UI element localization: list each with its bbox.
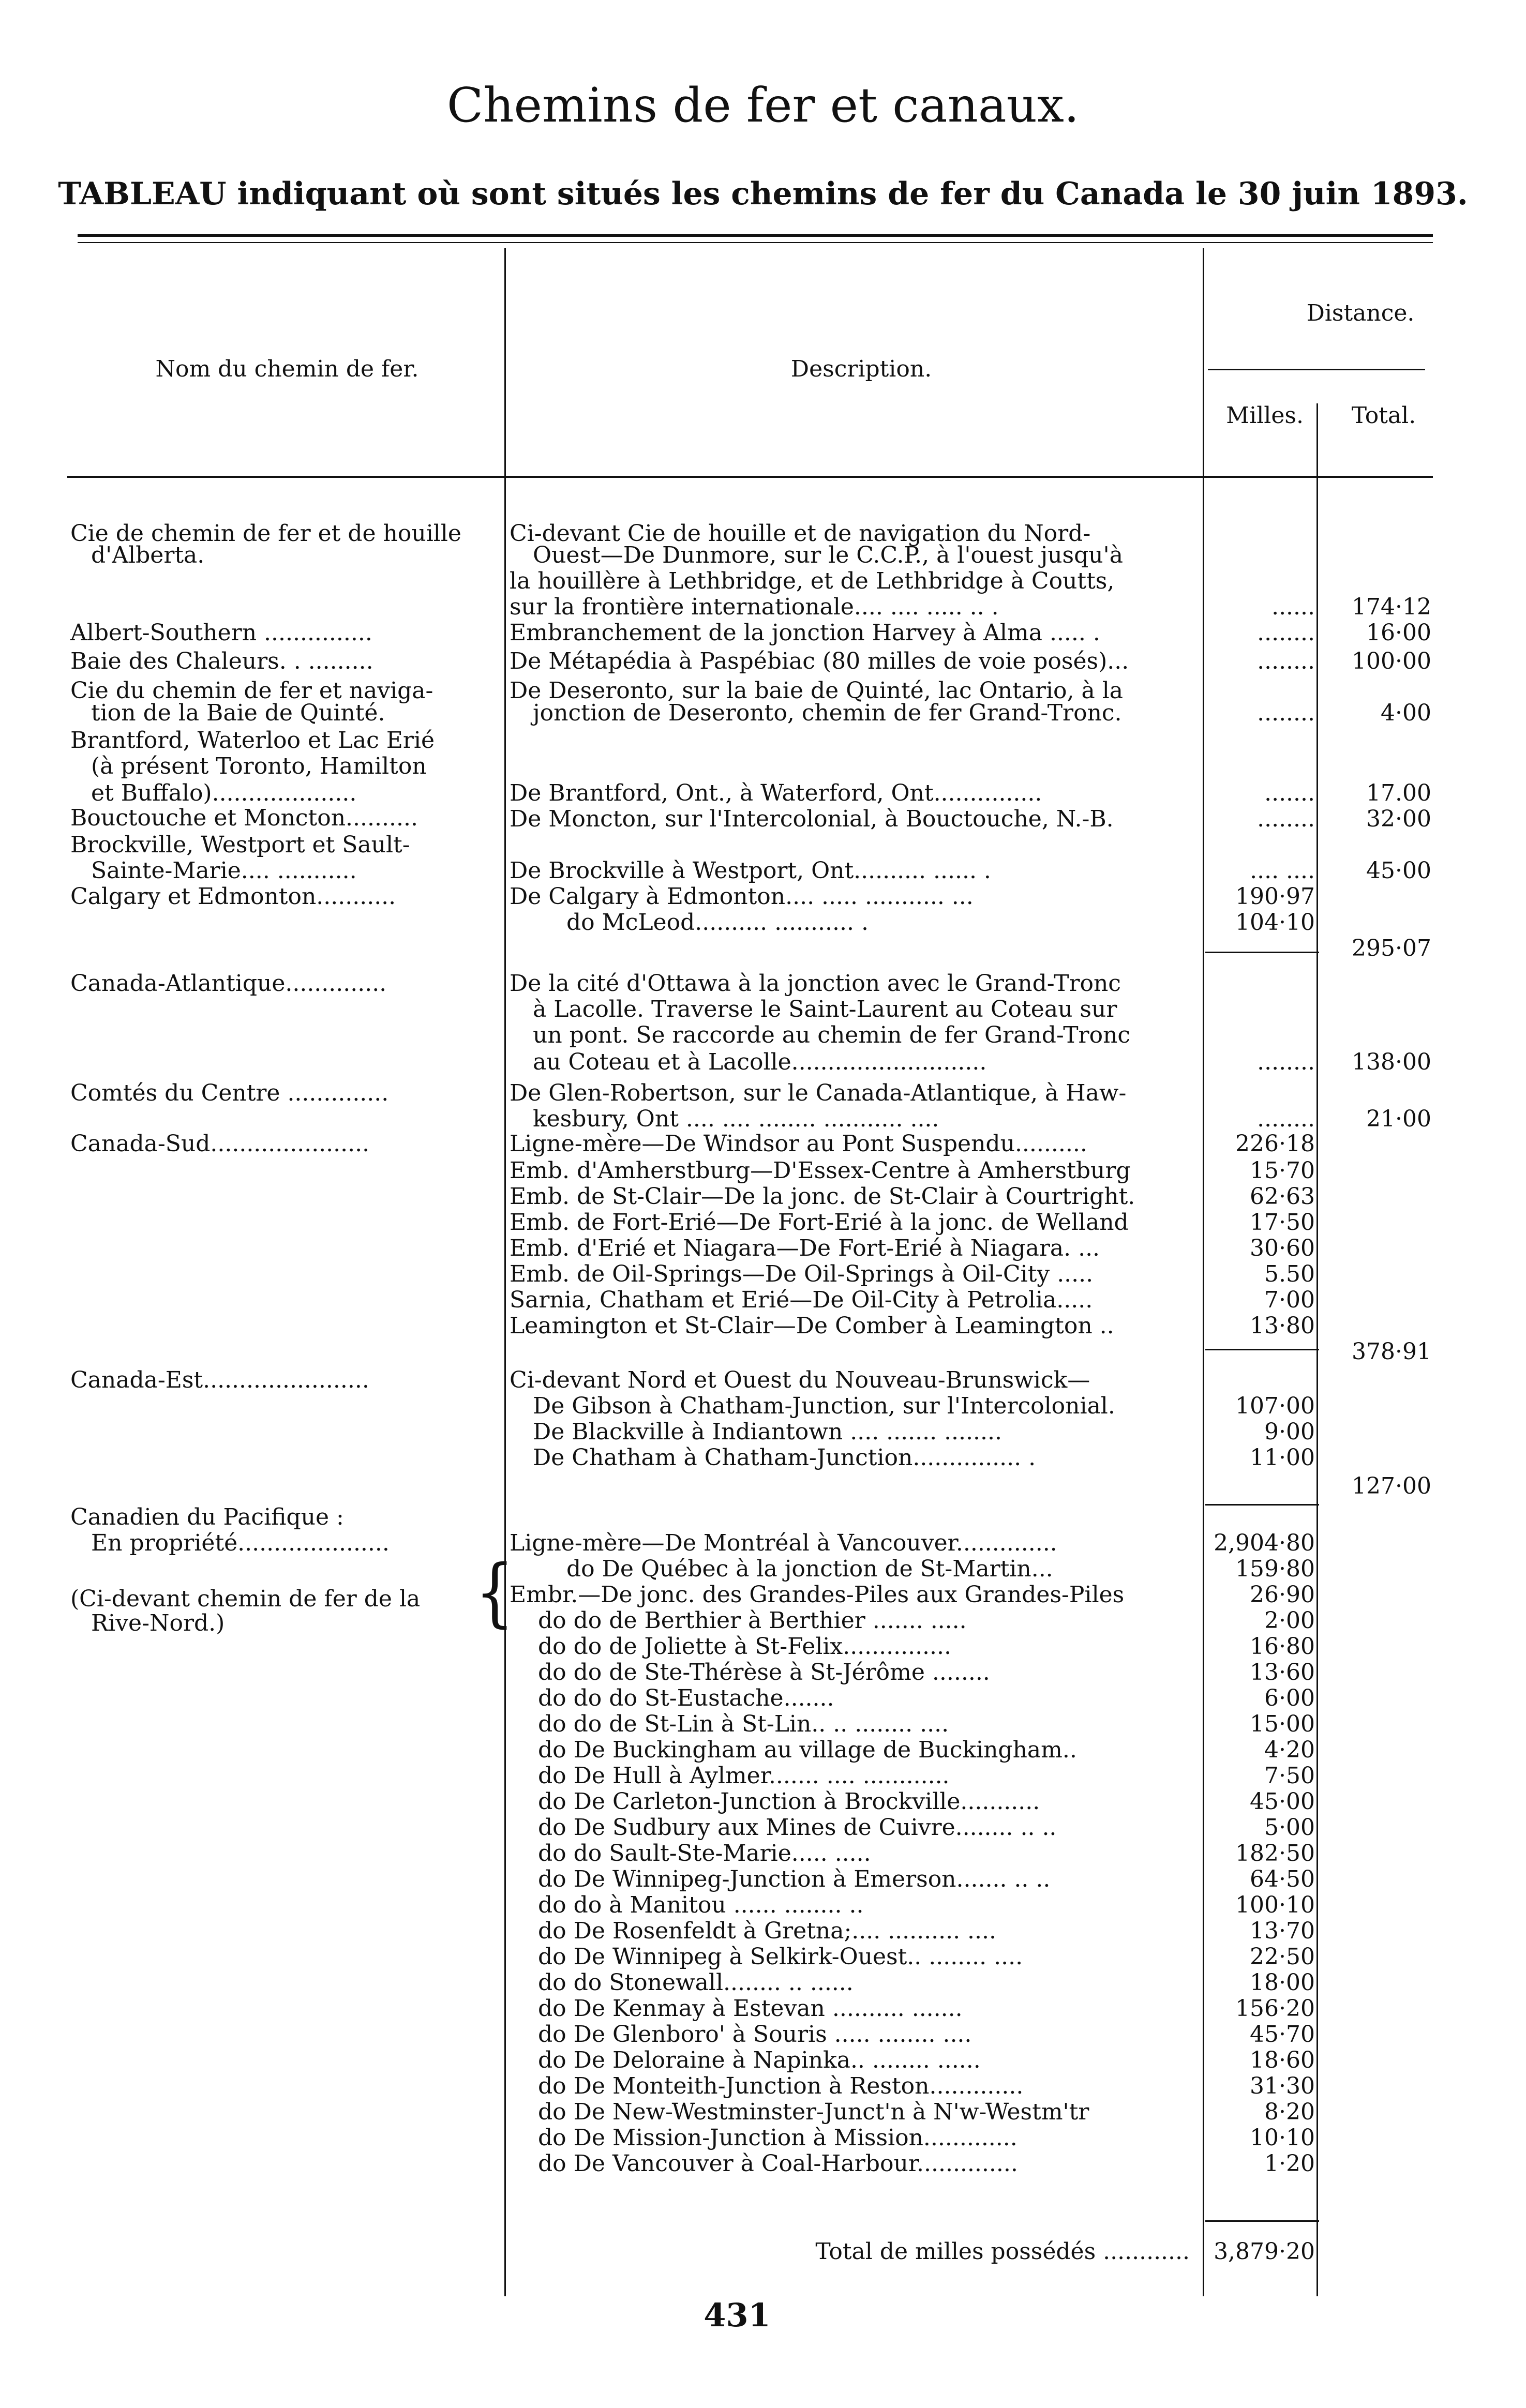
distance-milles: 190·97 xyxy=(1235,883,1315,910)
railway-description: do De Glenboro' à Souris ..... ........ .... xyxy=(538,2021,972,2048)
distance-milles: ........ xyxy=(1257,620,1315,646)
distance-milles: ........ xyxy=(1257,1106,1315,1132)
railway-name: Comtés du Centre .............. xyxy=(70,1080,389,1106)
railway-description: Emb. de St-Clair—De la jonc. de St-Clair à Courtright. xyxy=(510,1183,1135,1210)
railway-name: et Buffalo).................... xyxy=(91,780,357,806)
railway-name: Brantford, Waterloo et Lac Erié xyxy=(70,727,435,754)
railway-description: Ci-devant Cie de houille et de navigation du Nord- xyxy=(510,520,1091,547)
distance-milles: 45·00 xyxy=(1250,1788,1315,1815)
railway-description: do De Québec à la jonction de St-Martin... xyxy=(566,1556,1053,1582)
distance-milles: 2·00 xyxy=(1264,1607,1315,1634)
railway-description: jonction de Deseronto, chemin de fer Grand-Tronc. xyxy=(533,700,1122,726)
distance-total: 32·00 xyxy=(1366,806,1431,832)
distance-milles: 5·00 xyxy=(1264,1814,1315,1841)
railway-description: Embr.—De jonc. des Grandes-Piles aux Grandes-Piles xyxy=(510,1582,1125,1608)
subtotal-rule xyxy=(1205,2220,1319,2222)
railway-name: Cie de chemin de fer et de houille xyxy=(70,520,461,547)
distance-total: 174·12 xyxy=(1352,594,1431,620)
railway-description: un pont. Se raccorde au chemin de fer Grand-Tronc xyxy=(533,1022,1131,1048)
top-rule xyxy=(78,234,1433,237)
distance-total: 21·00 xyxy=(1366,1106,1431,1132)
railway-name: Bouctouche et Moncton.......... xyxy=(70,805,418,831)
railway-description: De Glen-Robertson, sur le Canada-Atlantique, à Haw- xyxy=(510,1080,1127,1106)
distance-milles: ........ xyxy=(1257,1049,1315,1075)
railway-description: sur la frontière internationale.... .... ..... .. . xyxy=(510,594,999,620)
railway-description: De Blackville à Indiantown .... ....... ........ xyxy=(533,1419,1002,1445)
railway-description: kesbury, Ont .... .... ........ ........... .... xyxy=(533,1106,939,1132)
railway-description: do do de St-Lin à St-Lin.. .. ........ .... xyxy=(538,1711,949,1737)
railway-description: De Chatham à Chatham-Junction............... . xyxy=(533,1444,1036,1471)
distance-milles: 10·10 xyxy=(1250,2125,1315,2151)
railway-description: do De Mission-Junction à Mission............. xyxy=(538,2125,1018,2151)
railway-name: Canada-Atlantique.............. xyxy=(70,970,387,997)
distance-milles: 2,904·80 xyxy=(1214,1530,1315,1556)
distance-milles: ........ xyxy=(1257,806,1315,832)
distance-milles: 62·63 xyxy=(1250,1183,1315,1210)
railway-name: Calgary et Edmonton........... xyxy=(70,883,396,910)
distance-total: 100·00 xyxy=(1352,648,1431,674)
distance-milles: 182·50 xyxy=(1235,1840,1315,1867)
railway-name: Rive-Nord.) xyxy=(91,1610,225,1636)
distance-milles: 45·70 xyxy=(1250,2021,1315,2048)
distance-milles: 30·60 xyxy=(1250,1235,1315,1261)
railway-description: au Coteau et à Lacolle........................... xyxy=(533,1049,987,1075)
distance-total: 4·00 xyxy=(1381,700,1431,726)
railway-description: do De Winnipeg à Selkirk-Ouest.. ........ .... xyxy=(538,1944,1023,1970)
railway-description: De Deseronto, sur la baie de Quinté, lac Ontario, à la xyxy=(510,678,1124,704)
railway-description: do De Buckingham au village de Buckingham.. xyxy=(538,1737,1077,1763)
distance-milles: 8·20 xyxy=(1264,2099,1315,2125)
railway-name: tion de la Baie de Quinté. xyxy=(91,700,385,726)
railway-description: do De Kenmay à Estevan .......... ....... xyxy=(538,1995,963,2022)
railway-description: Ligne-mère—De Montréal à Vancouver.............. xyxy=(510,1530,1057,1556)
distance-milles: 5.50 xyxy=(1264,1261,1315,1287)
railway-description: De Brockville à Westport, Ont.......... ...... . xyxy=(510,857,991,884)
railway-description: do De Monteith-Junction à Reston............. xyxy=(538,2073,1024,2099)
railway-description: do do de Berthier à Berthier ....... ..... xyxy=(538,1607,967,1634)
railway-name: Canada-Sud...................... xyxy=(70,1131,370,1157)
distance-milles: 64·50 xyxy=(1250,1866,1315,1892)
distance-total: 127·00 xyxy=(1352,1473,1431,1499)
distance-milles: 226·18 xyxy=(1235,1131,1315,1157)
distance-milles: 13·70 xyxy=(1250,1918,1315,1944)
distance-total: 378·91 xyxy=(1352,1338,1431,1365)
table-subtitle: TABLEAU indiquant où sont situés les chemins de fer du Canada le 30 juin 1893. xyxy=(58,176,1468,212)
page-heading: Chemins de fer et canaux. xyxy=(446,78,1080,133)
header-milles: Milles. xyxy=(1226,402,1304,429)
distance-milles: 1·20 xyxy=(1264,2150,1315,2177)
distance-milles: 3,879·20 xyxy=(1214,2238,1315,2265)
page-number: 431 xyxy=(704,2296,771,2334)
distance-milles: 18·00 xyxy=(1250,1969,1315,1996)
railway-description: De Gibson à Chatham-Junction, sur l'Intercolonial. xyxy=(533,1393,1115,1419)
railway-description: do De Deloraine à Napinka.. ........ ...... xyxy=(538,2047,981,2073)
railway-name: Cie du chemin de fer et naviga- xyxy=(70,678,433,704)
railway-description: do McLeod.......... ........... . xyxy=(566,909,869,936)
railway-name: (à présent Toronto, Hamilton xyxy=(91,753,427,779)
distance-milles: 11·00 xyxy=(1250,1444,1315,1471)
railway-description: do De Carleton-Junction à Brockville........... xyxy=(538,1788,1040,1815)
distance-milles: 26·90 xyxy=(1250,1582,1315,1608)
railway-description: do do Sault-Ste-Marie..... ..... xyxy=(538,1840,871,1867)
distance-milles: 16·80 xyxy=(1250,1633,1315,1660)
subtotal-rule xyxy=(1205,1349,1319,1350)
railway-description: do De Winnipeg-Junction à Emerson....... .. .. xyxy=(538,1866,1051,1892)
distance-milles: 4·20 xyxy=(1264,1737,1315,1763)
railway-description: do do à Manitou ...... ........ .. xyxy=(538,1892,864,1918)
railway-description: do De New-Westminster-Junct'n à N'w-Westm'tr xyxy=(538,2099,1089,2125)
distance-milles: 13·60 xyxy=(1250,1659,1315,1685)
railway-description: Emb. d'Erié et Niagara—De Fort-Erié à Niagara. ... xyxy=(510,1235,1100,1261)
distance-milles: ........ xyxy=(1257,648,1315,674)
railway-description: Emb. de Fort-Erié—De Fort-Erié à la jonc. de Welland xyxy=(510,1209,1129,1236)
header-name: Nom du chemin de fer. xyxy=(155,356,419,382)
railway-description: Ligne-mère—De Windsor au Pont Suspendu.......... xyxy=(510,1131,1087,1157)
railway-name: (Ci-devant chemin de fer de la xyxy=(70,1586,421,1612)
railway-description: De Moncton, sur l'Intercolonial, à Bouctouche, N.-B. xyxy=(510,806,1114,832)
distance-milles: 7·50 xyxy=(1264,1763,1315,1789)
railway-name: d'Alberta. xyxy=(91,542,205,568)
railway-name: En propriété..................... xyxy=(91,1530,390,1556)
distance-milles: 104·10 xyxy=(1235,909,1315,936)
distance-milles: 6·00 xyxy=(1264,1685,1315,1711)
top-rule-thin xyxy=(78,242,1433,243)
railway-description: Leamington et St-Clair—De Comber à Leamington .. xyxy=(510,1313,1114,1339)
distance-milles: 107·00 xyxy=(1235,1393,1315,1419)
header-total: Total. xyxy=(1351,402,1416,429)
railway-description: do do do St-Eustache....... xyxy=(538,1685,834,1711)
distance-milles: 9·00 xyxy=(1264,1419,1315,1445)
column-divider-1 xyxy=(504,248,506,2296)
railway-name: Canada-Est....................... xyxy=(70,1367,369,1393)
railway-description: De Calgary à Edmonton.... ..... ........... ... xyxy=(510,883,974,910)
distance-rule xyxy=(1208,369,1425,370)
distance-milles: 159·80 xyxy=(1235,1556,1315,1582)
railway-description: Sarnia, Chatham et Erié—De Oil-City à Petrolia..... xyxy=(510,1287,1093,1313)
subtotal-rule xyxy=(1205,952,1319,953)
railway-description: do De Rosenfeldt à Gretna;.... .......... .... xyxy=(538,1918,996,1944)
distance-milles: 17·50 xyxy=(1250,1209,1315,1236)
railway-name: Albert-Southern ............... xyxy=(70,620,372,646)
distance-milles: .... .... xyxy=(1250,857,1315,884)
railway-description: do De Hull à Aylmer....... .... ............ xyxy=(538,1763,950,1789)
total-label: Total de milles possédés ............ xyxy=(815,2238,1190,2265)
distance-milles: 18·60 xyxy=(1250,2047,1315,2073)
distance-milles: 15·70 xyxy=(1250,1157,1315,1184)
distance-milles: 15·00 xyxy=(1250,1711,1315,1737)
subtotal-rule xyxy=(1205,1504,1319,1506)
distance-total: 16·00 xyxy=(1366,620,1431,646)
railway-description: De Métapédia à Paspébiac (80 milles de voie posés)... xyxy=(510,648,1129,674)
railway-description: De la cité d'Ottawa à la jonction avec le Grand-Tronc xyxy=(510,970,1121,997)
distance-milles: ........ xyxy=(1257,700,1315,726)
railway-description: Emb. de Oil-Springs—De Oil-Springs à Oil-City ..... xyxy=(510,1261,1094,1287)
header-distance: Distance. xyxy=(1306,300,1415,326)
railway-description: Emb. d'Amherstburg—D'Essex-Centre à Amherstburg xyxy=(510,1157,1131,1184)
railway-description: do do de Ste-Thérèse à St-Jérôme ........ xyxy=(538,1659,990,1685)
railway-description: do De Vancouver à Coal-Harbour.............. xyxy=(538,2150,1018,2177)
distance-milles: 13·80 xyxy=(1250,1313,1315,1339)
header-description: Description. xyxy=(790,356,932,382)
railway-description: Ci-devant Nord et Ouest du Nouveau-Brunswick— xyxy=(510,1367,1090,1393)
railway-name: Canadien du Pacifique : xyxy=(70,1504,344,1530)
railway-description: do do de Joliette à St-Felix............... xyxy=(538,1633,952,1660)
railway-name: Baie des Chaleurs. . ......... xyxy=(70,648,373,674)
railway-description: De Brantford, Ont., à Waterford, Ont............... xyxy=(510,780,1042,806)
railway-description: Embranchement de la jonction Harvey à Alma ..... . xyxy=(510,620,1100,646)
distance-milles: ....... xyxy=(1264,780,1315,806)
railway-description: à Lacolle. Traverse le Saint-Laurent au Coteau sur xyxy=(533,996,1117,1022)
distance-total: 17.00 xyxy=(1366,780,1431,806)
header-bottom-rule xyxy=(67,476,1433,478)
brace-icon: { xyxy=(475,1549,515,1636)
distance-milles: 31·30 xyxy=(1250,2073,1315,2099)
column-divider-2 xyxy=(1203,248,1204,2296)
distance-total: 138·00 xyxy=(1352,1049,1431,1075)
railway-description: do do Stonewall........ .. ...... xyxy=(538,1969,854,1996)
railway-name: Sainte-Marie.... ........... xyxy=(91,857,357,884)
distance-total: 295·07 xyxy=(1352,935,1431,961)
distance-total: 45·00 xyxy=(1366,857,1431,884)
distance-milles: 22·50 xyxy=(1250,1944,1315,1970)
railway-description: do De Sudbury aux Mines de Cuivre........ .. .. xyxy=(538,1814,1057,1841)
railway-description: Ouest—De Dunmore, sur le C.C.P., à l'ouest jusqu'à xyxy=(533,542,1123,568)
distance-milles: ...... xyxy=(1271,594,1315,620)
distance-milles: 100·10 xyxy=(1235,1892,1315,1918)
railway-name: Brockville, Westport et Sault- xyxy=(70,832,410,858)
distance-milles: 7·00 xyxy=(1264,1287,1315,1313)
railway-description: la houillère à Lethbridge, et de Lethbridge à Coutts, xyxy=(510,568,1115,594)
distance-milles: 156·20 xyxy=(1235,1995,1315,2022)
